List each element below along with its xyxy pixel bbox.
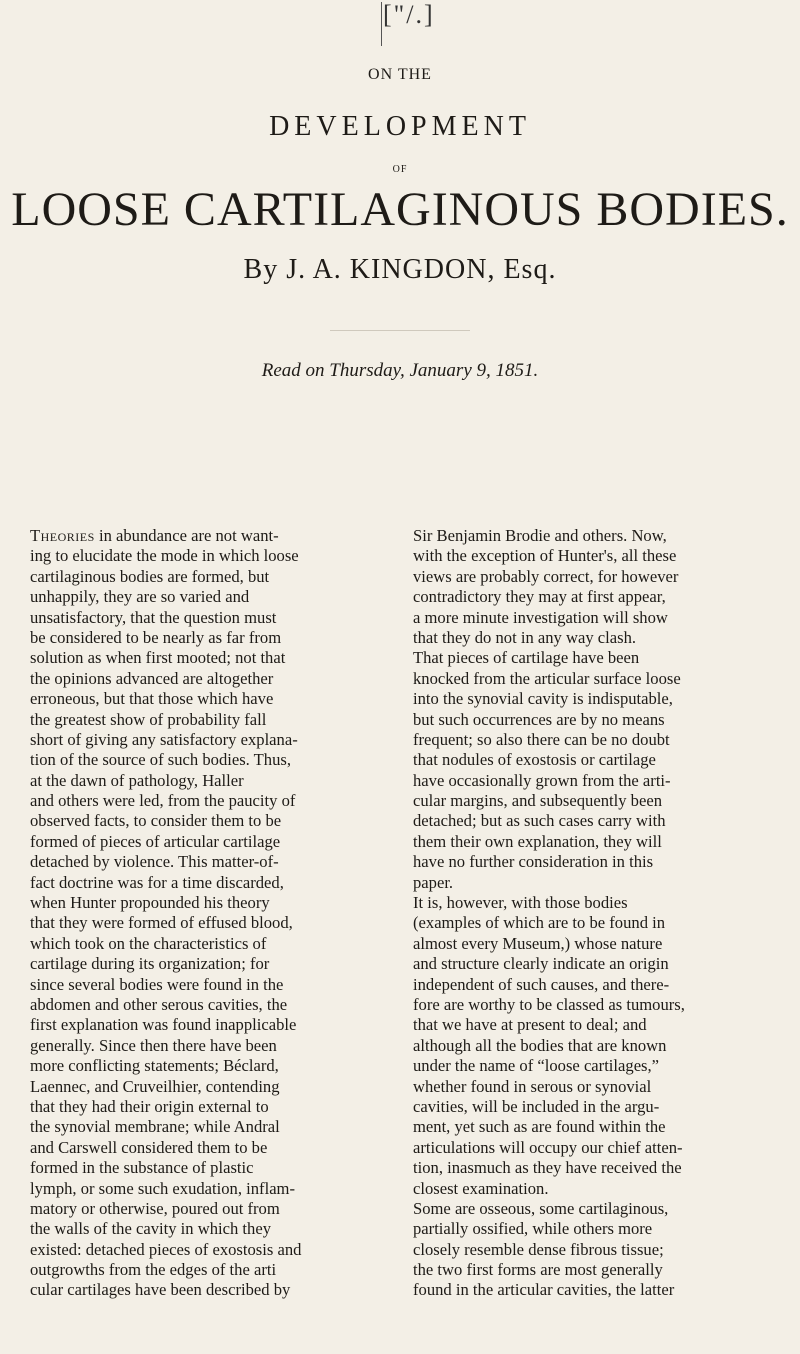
text-line [30, 954, 402, 974]
text-line [413, 995, 785, 1015]
text-line [413, 730, 785, 750]
line-text: fore are worthy to be classed as tumours, [413, 994, 685, 1014]
text-line [413, 648, 785, 668]
line-text: Sir Benjamin Brodie and others. Now, [413, 526, 667, 545]
text-line [30, 1056, 402, 1076]
line-text: first explanation was found inapplicable [30, 1015, 297, 1035]
text-line [30, 730, 402, 750]
of-heading: OF [392, 164, 408, 175]
line-text: generally. Since then there have been [30, 1035, 277, 1055]
line-text: observed facts, to consider them to be [30, 811, 282, 831]
line-text: into the synovial cavity is indisputable, [413, 689, 673, 709]
text-line [413, 1158, 785, 1178]
text-line [413, 832, 785, 852]
text-line [30, 628, 402, 648]
text-line [30, 1138, 402, 1158]
lead-word: Theories [30, 526, 95, 545]
text-line [413, 771, 785, 791]
text-line [30, 771, 402, 791]
text-line [30, 546, 402, 566]
right-column [413, 526, 785, 1301]
left-column [30, 526, 402, 1301]
text-line [30, 811, 402, 831]
line-text: Some are osseous, some cartilaginous, [413, 1198, 669, 1218]
line-text: formed of pieces of articular cartilage [30, 831, 281, 851]
text-line [30, 832, 402, 852]
line-text: independent of such causes, and there- [413, 974, 670, 994]
text-line [30, 608, 402, 628]
line-text: the opinions advanced are altogether [30, 668, 274, 688]
line-text: although all the bodies that are known [413, 1035, 667, 1055]
line-text: a more minute investigation will show [413, 607, 668, 627]
line-text: Laennec, and Cruveilhier, contending [30, 1076, 280, 1096]
text-line [30, 852, 402, 872]
line-text: frequent; so also there can be no doubt [413, 729, 670, 749]
line-text: abdomen and other serous cavities, the [30, 994, 288, 1014]
text-line [413, 791, 785, 811]
text-line [413, 1280, 785, 1300]
line-text: existed: detached pieces of exostosis and [30, 1239, 302, 1259]
text-line [30, 750, 402, 770]
line-text: formed in the substance of plastic [30, 1158, 254, 1178]
text-line [413, 1056, 785, 1076]
text-line [30, 1158, 402, 1178]
line-text: that they do not in any way clash. [413, 627, 637, 647]
title-line-2: LOOSE CARTILAGINOUS BODIES. [11, 183, 789, 236]
text-line [413, 669, 785, 689]
line-text: at the dawn of pathology, Haller [30, 770, 244, 790]
line-text: cartilage during its organization; for [30, 954, 270, 974]
line-text: detached; but as such cases carry with [413, 811, 666, 831]
line-text: lymph, or some such exudation, inflam- [30, 1178, 295, 1198]
on-the-heading: ON THE [368, 66, 432, 83]
line-text: cular cartilages have been described by [30, 1280, 291, 1300]
text-line [30, 913, 402, 933]
line-text: that nodules of exostosis or cartilage [413, 750, 656, 770]
line-text: whether found in serous or synovial [413, 1076, 652, 1096]
line-text: partially ossified, while others more [413, 1219, 653, 1239]
text-line [30, 1280, 402, 1300]
text-line [30, 669, 402, 689]
text-line [30, 710, 402, 730]
text-line [30, 587, 402, 607]
text-line [413, 893, 785, 913]
read-date: Read on Thursday, January 9, 1851. [261, 360, 539, 381]
text-line [30, 1097, 402, 1117]
text-line [30, 791, 402, 811]
line-text: contradictory they may at first appear, [413, 587, 666, 607]
text-line [30, 1219, 402, 1239]
text-line [30, 934, 402, 954]
line-text: views are probably correct, for however [413, 566, 679, 586]
text-line [413, 567, 785, 587]
pencil-mark [381, 2, 382, 46]
title-line-1: DEVELOPMENT [269, 111, 531, 142]
text-line [30, 689, 402, 709]
line-text: outgrowths from the edges of the arti [30, 1260, 277, 1280]
line-text: the two first forms are most generally [413, 1260, 663, 1280]
line-text: cular margins, and subsequently been [413, 791, 662, 811]
line-text: them their own explanation, they will [413, 831, 662, 851]
text-line [413, 1097, 785, 1117]
line-text: when Hunter propounded his theory [30, 893, 270, 913]
line-text: ing to elucidate the mode in which loose [30, 546, 299, 566]
text-line [413, 1077, 785, 1097]
line-text: under the name of “loose cartilages,” [413, 1056, 660, 1076]
text-line [413, 811, 785, 831]
text-line [413, 1015, 785, 1035]
text-line [30, 975, 402, 995]
line-text: but such occurrences are by no means [413, 709, 665, 729]
text-line [413, 954, 785, 974]
text-line [413, 1260, 785, 1280]
text-line [413, 710, 785, 730]
line-text: have occasionally grown from the arti- [413, 770, 671, 790]
line-text: have no further consideration in this [413, 852, 654, 872]
line-text: unsatisfactory, that the question must [30, 607, 277, 627]
line-text: almost every Museum,) whose nature [413, 933, 663, 953]
text-line [30, 648, 402, 668]
text-line [413, 1117, 785, 1137]
line-text: be considered to be nearly as far from [30, 627, 282, 647]
text-line [413, 852, 785, 872]
line-text: cartilaginous bodies are formed, but [30, 566, 270, 586]
line-text: which took on the characteristics of [30, 933, 267, 953]
line-text: closely resemble dense fibrous tissue; [413, 1239, 664, 1259]
text-line [30, 1036, 402, 1056]
line-text: and others were led, from the paucity of [30, 791, 296, 811]
text-line [30, 1117, 402, 1137]
line-text: that they were formed of effused blood, [30, 913, 293, 933]
text-line [413, 1179, 785, 1199]
line-text: in abundance are not want- [94, 526, 279, 545]
text-line [30, 1077, 402, 1097]
line-text: found in the articular cavities, the latter [413, 1280, 675, 1300]
line-text: that we have at present to deal; and [413, 1015, 647, 1035]
line-text: and Carswell considered them to be [30, 1137, 268, 1157]
text-line [413, 1138, 785, 1158]
text-line [30, 567, 402, 587]
line-text: It is, however, with those bodies [413, 893, 628, 913]
line-text: paper. [413, 872, 454, 892]
line-text: matory or otherwise, poured out from [30, 1198, 280, 1218]
line-text: the greatest show of probability fall [30, 709, 267, 729]
corner-annotation: ["/.] [383, 0, 435, 29]
line-text: articulations will occupy our chief atten- [413, 1137, 683, 1157]
text-line [413, 1240, 785, 1260]
line-text: closest examination. [413, 1178, 549, 1198]
text-line [413, 587, 785, 607]
line-text: detached by violence. This matter-of- [30, 852, 279, 872]
text-line [413, 873, 785, 893]
text-line [413, 1036, 785, 1056]
text-line [413, 689, 785, 709]
text-line [30, 1260, 402, 1280]
line-text: tion, inasmuch as they have received the [413, 1158, 682, 1178]
line-text: knocked from the articular surface loose [413, 668, 681, 688]
line-text: fact doctrine was for a time discarded, [30, 872, 284, 892]
text-line [30, 526, 402, 546]
text-line [30, 1179, 402, 1199]
line-text: (examples of which are to be found in [413, 913, 666, 933]
text-line [413, 546, 785, 566]
line-text: cavities, will be included in the argu- [413, 1096, 660, 1116]
text-line [30, 1015, 402, 1035]
text-line [413, 1219, 785, 1239]
text-line [30, 995, 402, 1015]
line-text: That pieces of cartilage have been [413, 648, 640, 668]
text-line [413, 526, 785, 546]
author-byline: By J. A. KINGDON, Esq. [243, 254, 557, 285]
text-line [413, 1199, 785, 1219]
text-line [413, 628, 785, 648]
line-text: ment, yet such as are found within the [413, 1117, 666, 1137]
text-line [30, 1199, 402, 1219]
line-text: more conflicting statements; Béclard, [30, 1056, 279, 1076]
line-text: since several bodies were found in the [30, 974, 284, 994]
line-text: erroneous, but that those which have [30, 689, 274, 709]
line-text: tion of the source of such bodies. Thus, [30, 750, 292, 770]
line-text: unhappily, they are so varied and [30, 587, 250, 607]
line-text: that they had their origin external to [30, 1096, 269, 1116]
line-text: short of giving any satisfactory explana- [30, 729, 298, 749]
divider [330, 330, 470, 331]
text-line [30, 893, 402, 913]
text-line [30, 873, 402, 893]
text-line [413, 975, 785, 995]
text-line [30, 1240, 402, 1260]
line-text: and structure clearly indicate an origin [413, 954, 669, 974]
line-text: the walls of the cavity in which they [30, 1219, 272, 1239]
text-line [413, 608, 785, 628]
line-text: the synovial membrane; while Andral [30, 1117, 280, 1137]
line-text: solution as when first mooted; not that [30, 648, 286, 668]
text-line [413, 750, 785, 770]
text-line [413, 913, 785, 933]
text-line [413, 934, 785, 954]
line-text: with the exception of Hunter's, all these [413, 546, 677, 566]
